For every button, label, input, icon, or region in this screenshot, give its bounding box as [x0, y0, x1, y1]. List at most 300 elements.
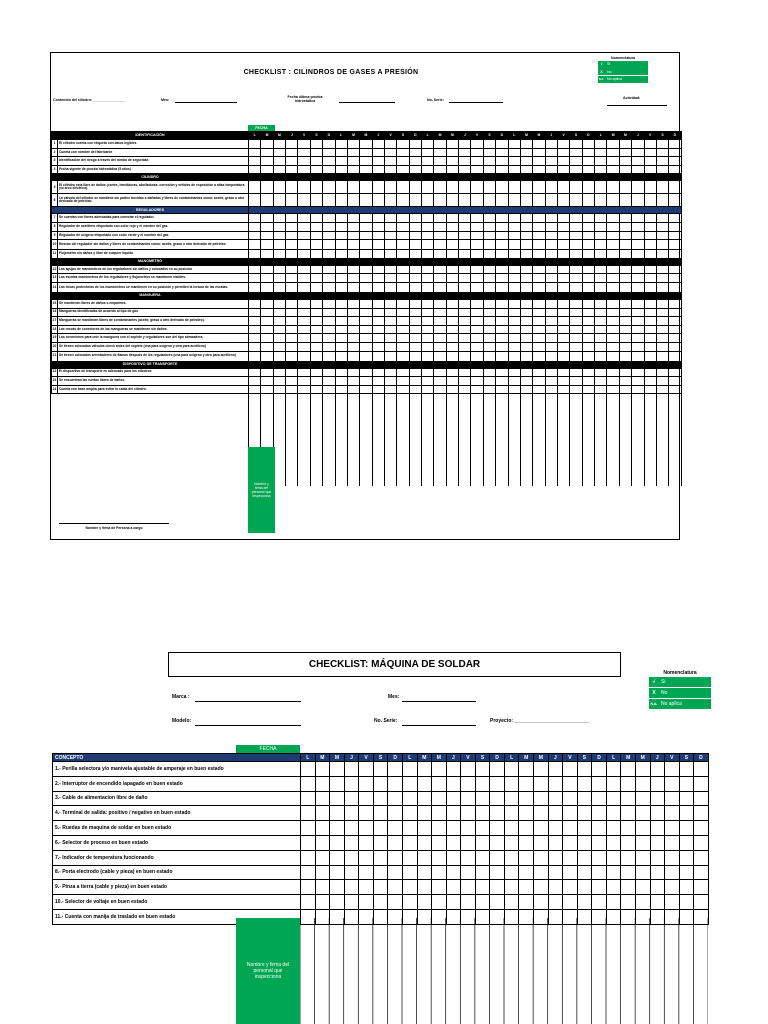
- check-cell[interactable]: [632, 165, 644, 174]
- check-cell[interactable]: [520, 282, 532, 292]
- check-cell[interactable]: [694, 865, 709, 880]
- check-cell[interactable]: [632, 274, 644, 283]
- check-cell[interactable]: [607, 165, 619, 174]
- check-cell[interactable]: [669, 157, 681, 166]
- check-cell[interactable]: [534, 791, 549, 806]
- check-cell[interactable]: [335, 157, 347, 166]
- check-cell[interactable]: [533, 317, 545, 326]
- check-cell[interactable]: [656, 265, 668, 274]
- check-cell[interactable]: [323, 368, 335, 377]
- check-cell[interactable]: [595, 194, 607, 207]
- check-cell[interactable]: [632, 222, 644, 231]
- check-cell[interactable]: [582, 385, 594, 394]
- check-cell[interactable]: [286, 299, 298, 308]
- check-cell[interactable]: [446, 148, 458, 157]
- check-cell[interactable]: [582, 181, 594, 194]
- check-cell[interactable]: [388, 850, 403, 865]
- check-cell[interactable]: [679, 895, 694, 910]
- check-cell[interactable]: [446, 762, 461, 777]
- check-cell[interactable]: [432, 821, 447, 836]
- check-cell[interactable]: [656, 334, 668, 343]
- check-cell[interactable]: [475, 850, 490, 865]
- check-cell[interactable]: [347, 214, 359, 223]
- check-cell[interactable]: [388, 776, 403, 791]
- signature-day-cell[interactable]: [533, 394, 545, 487]
- check-cell[interactable]: [315, 880, 330, 895]
- check-cell[interactable]: [534, 895, 549, 910]
- check-cell[interactable]: [557, 222, 569, 231]
- check-cell[interactable]: [656, 368, 668, 377]
- check-cell[interactable]: [533, 140, 545, 149]
- check-cell[interactable]: [557, 250, 569, 259]
- check-cell[interactable]: [679, 791, 694, 806]
- check-cell[interactable]: [607, 308, 619, 317]
- check-cell[interactable]: [607, 240, 619, 250]
- check-cell[interactable]: [632, 181, 644, 194]
- check-cell[interactable]: [372, 325, 384, 334]
- check-cell[interactable]: [335, 140, 347, 149]
- marca-field[interactable]: [195, 701, 301, 702]
- check-cell[interactable]: [607, 148, 619, 157]
- check-cell[interactable]: [459, 194, 471, 207]
- check-cell[interactable]: [534, 865, 549, 880]
- check-cell[interactable]: [446, 317, 458, 326]
- check-cell[interactable]: [582, 342, 594, 351]
- check-cell[interactable]: [446, 385, 458, 394]
- check-cell[interactable]: [323, 250, 335, 259]
- check-cell[interactable]: [621, 776, 636, 791]
- check-cell[interactable]: [606, 791, 621, 806]
- check-cell[interactable]: [545, 282, 557, 292]
- check-cell[interactable]: [261, 308, 273, 317]
- check-cell[interactable]: [595, 385, 607, 394]
- check-cell[interactable]: [347, 299, 359, 308]
- check-cell[interactable]: [323, 325, 335, 334]
- signature-day-cell[interactable]: [570, 394, 582, 487]
- check-cell[interactable]: [434, 308, 446, 317]
- check-cell[interactable]: [669, 194, 681, 207]
- check-cell[interactable]: [298, 148, 310, 157]
- check-cell[interactable]: [483, 351, 495, 361]
- check-cell[interactable]: [446, 214, 458, 223]
- check-cell[interactable]: [577, 835, 592, 850]
- check-cell[interactable]: [669, 214, 681, 223]
- check-cell[interactable]: [621, 806, 636, 821]
- check-cell[interactable]: [504, 835, 519, 850]
- check-cell[interactable]: [582, 334, 594, 343]
- check-cell[interactable]: [335, 231, 347, 240]
- check-cell[interactable]: [545, 250, 557, 259]
- check-cell[interactable]: [607, 351, 619, 361]
- check-cell[interactable]: [372, 274, 384, 283]
- check-cell[interactable]: [665, 821, 680, 836]
- check-cell[interactable]: [417, 880, 432, 895]
- check-cell[interactable]: [563, 835, 578, 850]
- check-cell[interactable]: [570, 334, 582, 343]
- check-cell[interactable]: [557, 148, 569, 157]
- check-cell[interactable]: [619, 342, 631, 351]
- check-cell[interactable]: [273, 299, 285, 308]
- check-cell[interactable]: [432, 806, 447, 821]
- check-cell[interactable]: [402, 821, 417, 836]
- check-cell[interactable]: [519, 806, 534, 821]
- check-cell[interactable]: [298, 140, 310, 149]
- check-cell[interactable]: [434, 250, 446, 259]
- check-cell[interactable]: [669, 282, 681, 292]
- check-cell[interactable]: [595, 299, 607, 308]
- check-cell[interactable]: [607, 250, 619, 259]
- check-cell[interactable]: [632, 308, 644, 317]
- check-cell[interactable]: [384, 308, 396, 317]
- check-cell[interactable]: [446, 806, 461, 821]
- check-cell[interactable]: [273, 282, 285, 292]
- check-cell[interactable]: [490, 791, 505, 806]
- check-cell[interactable]: [315, 791, 330, 806]
- signature-day-cell[interactable]: [459, 394, 471, 487]
- check-cell[interactable]: [577, 776, 592, 791]
- check-cell[interactable]: [471, 282, 483, 292]
- check-cell[interactable]: [669, 148, 681, 157]
- check-cell[interactable]: [417, 895, 432, 910]
- check-cell[interactable]: [286, 181, 298, 194]
- check-cell[interactable]: [644, 265, 656, 274]
- check-cell[interactable]: [669, 231, 681, 240]
- check-cell[interactable]: [471, 377, 483, 386]
- check-cell[interactable]: [607, 157, 619, 166]
- check-cell[interactable]: [347, 240, 359, 250]
- check-cell[interactable]: [508, 385, 520, 394]
- check-cell[interactable]: [359, 865, 374, 880]
- check-cell[interactable]: [570, 181, 582, 194]
- check-cell[interactable]: [409, 194, 421, 207]
- check-cell[interactable]: [432, 865, 447, 880]
- check-cell[interactable]: [384, 317, 396, 326]
- check-cell[interactable]: [422, 140, 434, 149]
- check-cell[interactable]: [582, 240, 594, 250]
- check-cell[interactable]: [504, 880, 519, 895]
- check-cell[interactable]: [249, 165, 261, 174]
- check-cell[interactable]: [301, 776, 316, 791]
- check-cell[interactable]: [273, 368, 285, 377]
- check-cell[interactable]: [577, 895, 592, 910]
- check-cell[interactable]: [483, 317, 495, 326]
- check-cell[interactable]: [335, 265, 347, 274]
- check-cell[interactable]: [344, 791, 359, 806]
- check-cell[interactable]: [619, 148, 631, 157]
- check-cell[interactable]: [422, 231, 434, 240]
- check-cell[interactable]: [360, 325, 372, 334]
- check-cell[interactable]: [496, 148, 508, 157]
- check-cell[interactable]: [650, 835, 665, 850]
- check-cell[interactable]: [298, 308, 310, 317]
- check-cell[interactable]: [422, 274, 434, 283]
- check-cell[interactable]: [656, 214, 668, 223]
- check-cell[interactable]: [323, 282, 335, 292]
- check-cell[interactable]: [298, 342, 310, 351]
- check-cell[interactable]: [592, 762, 607, 777]
- check-cell[interactable]: [582, 317, 594, 326]
- check-cell[interactable]: [434, 385, 446, 394]
- check-cell[interactable]: [417, 762, 432, 777]
- check-cell[interactable]: [669, 325, 681, 334]
- check-cell[interactable]: [384, 148, 396, 157]
- check-cell[interactable]: [656, 317, 668, 326]
- check-cell[interactable]: [504, 821, 519, 836]
- check-cell[interactable]: [330, 865, 345, 880]
- check-cell[interactable]: [384, 299, 396, 308]
- check-cell[interactable]: [372, 377, 384, 386]
- check-cell[interactable]: [335, 214, 347, 223]
- check-cell[interactable]: [669, 265, 681, 274]
- check-cell[interactable]: [644, 282, 656, 292]
- check-cell[interactable]: [570, 140, 582, 149]
- check-cell[interactable]: [422, 194, 434, 207]
- check-cell[interactable]: [310, 194, 322, 207]
- check-cell[interactable]: [459, 299, 471, 308]
- check-cell[interactable]: [533, 214, 545, 223]
- check-cell[interactable]: [496, 308, 508, 317]
- check-cell[interactable]: [533, 194, 545, 207]
- check-cell[interactable]: [261, 181, 273, 194]
- check-cell[interactable]: [249, 265, 261, 274]
- check-cell[interactable]: [446, 308, 458, 317]
- check-cell[interactable]: [397, 165, 409, 174]
- actividad-field[interactable]: [607, 105, 667, 106]
- check-cell[interactable]: [545, 317, 557, 326]
- check-cell[interactable]: [545, 157, 557, 166]
- check-cell[interactable]: [397, 222, 409, 231]
- check-cell[interactable]: [592, 895, 607, 910]
- check-cell[interactable]: [409, 265, 421, 274]
- check-cell[interactable]: [665, 762, 680, 777]
- check-cell[interactable]: [650, 865, 665, 880]
- check-cell[interactable]: [261, 334, 273, 343]
- check-cell[interactable]: [595, 250, 607, 259]
- check-cell[interactable]: [434, 325, 446, 334]
- check-cell[interactable]: [315, 762, 330, 777]
- check-cell[interactable]: [347, 308, 359, 317]
- check-cell[interactable]: [373, 835, 388, 850]
- check-cell[interactable]: [384, 140, 396, 149]
- check-cell[interactable]: [582, 282, 594, 292]
- check-cell[interactable]: [323, 231, 335, 240]
- check-cell[interactable]: [344, 821, 359, 836]
- check-cell[interactable]: [372, 342, 384, 351]
- check-cell[interactable]: [490, 776, 505, 791]
- check-cell[interactable]: [432, 835, 447, 850]
- check-cell[interactable]: [310, 265, 322, 274]
- check-cell[interactable]: [582, 351, 594, 361]
- check-cell[interactable]: [330, 806, 345, 821]
- check-cell[interactable]: [679, 821, 694, 836]
- check-cell[interactable]: [261, 282, 273, 292]
- check-cell[interactable]: [372, 148, 384, 157]
- check-cell[interactable]: [534, 762, 549, 777]
- check-cell[interactable]: [286, 165, 298, 174]
- check-cell[interactable]: [434, 140, 446, 149]
- signature-day-cell[interactable]: [607, 394, 619, 487]
- check-cell[interactable]: [644, 222, 656, 231]
- check-cell[interactable]: [669, 317, 681, 326]
- check-cell[interactable]: [422, 148, 434, 157]
- check-cell[interactable]: [335, 342, 347, 351]
- inspector-signature-box[interactable]: Nombre y firma del personal que inspecciona: [236, 918, 300, 1024]
- modelo-field[interactable]: [195, 725, 301, 726]
- check-cell[interactable]: [545, 308, 557, 317]
- check-cell[interactable]: [483, 377, 495, 386]
- check-cell[interactable]: [310, 282, 322, 292]
- check-cell[interactable]: [570, 148, 582, 157]
- check-cell[interactable]: [360, 214, 372, 223]
- check-cell[interactable]: [422, 265, 434, 274]
- check-cell[interactable]: [508, 157, 520, 166]
- check-cell[interactable]: [409, 250, 421, 259]
- check-cell[interactable]: [570, 299, 582, 308]
- check-cell[interactable]: [330, 821, 345, 836]
- check-cell[interactable]: [261, 140, 273, 149]
- fecha-prueba-field[interactable]: [339, 102, 395, 103]
- check-cell[interactable]: [475, 806, 490, 821]
- check-cell[interactable]: [656, 282, 668, 292]
- check-cell[interactable]: [557, 157, 569, 166]
- check-cell[interactable]: [483, 334, 495, 343]
- check-cell[interactable]: [434, 240, 446, 250]
- check-cell[interactable]: [446, 274, 458, 283]
- check-cell[interactable]: [635, 880, 650, 895]
- check-cell[interactable]: [446, 194, 458, 207]
- check-cell[interactable]: [508, 317, 520, 326]
- check-cell[interactable]: [310, 334, 322, 343]
- check-cell[interactable]: [461, 791, 476, 806]
- check-cell[interactable]: [533, 299, 545, 308]
- check-cell[interactable]: [446, 835, 461, 850]
- check-cell[interactable]: [557, 240, 569, 250]
- check-cell[interactable]: [669, 342, 681, 351]
- check-cell[interactable]: [360, 265, 372, 274]
- check-cell[interactable]: [632, 148, 644, 157]
- check-cell[interactable]: [461, 895, 476, 910]
- check-cell[interactable]: [249, 140, 261, 149]
- check-cell[interactable]: [592, 806, 607, 821]
- check-cell[interactable]: [409, 282, 421, 292]
- check-cell[interactable]: [592, 776, 607, 791]
- check-cell[interactable]: [508, 282, 520, 292]
- check-cell[interactable]: [344, 880, 359, 895]
- check-cell[interactable]: [471, 368, 483, 377]
- check-cell[interactable]: [644, 325, 656, 334]
- check-cell[interactable]: [595, 222, 607, 231]
- check-cell[interactable]: [595, 377, 607, 386]
- check-cell[interactable]: [434, 222, 446, 231]
- check-cell[interactable]: [384, 231, 396, 240]
- check-cell[interactable]: [286, 222, 298, 231]
- check-cell[interactable]: [548, 835, 563, 850]
- check-cell[interactable]: [475, 880, 490, 895]
- check-cell[interactable]: [434, 181, 446, 194]
- check-cell[interactable]: [548, 762, 563, 777]
- check-cell[interactable]: [432, 895, 447, 910]
- check-cell[interactable]: [621, 791, 636, 806]
- check-cell[interactable]: [519, 791, 534, 806]
- check-cell[interactable]: [545, 148, 557, 157]
- check-cell[interactable]: [434, 342, 446, 351]
- check-cell[interactable]: [323, 317, 335, 326]
- check-cell[interactable]: [344, 850, 359, 865]
- signature-day-cell[interactable]: [508, 394, 520, 487]
- check-cell[interactable]: [432, 880, 447, 895]
- check-cell[interactable]: [347, 282, 359, 292]
- check-cell[interactable]: [434, 157, 446, 166]
- check-cell[interactable]: [261, 157, 273, 166]
- check-cell[interactable]: [359, 762, 374, 777]
- check-cell[interactable]: [372, 157, 384, 166]
- signature-day-cell[interactable]: [434, 394, 446, 487]
- check-cell[interactable]: [286, 265, 298, 274]
- check-cell[interactable]: [384, 282, 396, 292]
- check-cell[interactable]: [533, 274, 545, 283]
- check-cell[interactable]: [459, 325, 471, 334]
- check-cell[interactable]: [656, 385, 668, 394]
- check-cell[interactable]: [644, 148, 656, 157]
- check-cell[interactable]: [635, 895, 650, 910]
- check-cell[interactable]: [644, 274, 656, 283]
- check-cell[interactable]: [422, 240, 434, 250]
- check-cell[interactable]: [557, 317, 569, 326]
- check-cell[interactable]: [694, 821, 709, 836]
- check-cell[interactable]: [373, 880, 388, 895]
- check-cell[interactable]: [650, 895, 665, 910]
- check-cell[interactable]: [310, 325, 322, 334]
- check-cell[interactable]: [665, 895, 680, 910]
- check-cell[interactable]: [335, 377, 347, 386]
- check-cell[interactable]: [359, 806, 374, 821]
- check-cell[interactable]: [496, 377, 508, 386]
- check-cell[interactable]: [557, 274, 569, 283]
- check-cell[interactable]: [432, 776, 447, 791]
- check-cell[interactable]: [592, 865, 607, 880]
- check-cell[interactable]: [545, 194, 557, 207]
- check-cell[interactable]: [402, 850, 417, 865]
- check-cell[interactable]: [679, 850, 694, 865]
- check-cell[interactable]: [434, 231, 446, 240]
- check-cell[interactable]: [520, 377, 532, 386]
- check-cell[interactable]: [409, 240, 421, 250]
- check-cell[interactable]: [548, 850, 563, 865]
- check-cell[interactable]: [397, 274, 409, 283]
- check-cell[interactable]: [323, 274, 335, 283]
- check-cell[interactable]: [520, 148, 532, 157]
- check-cell[interactable]: [582, 368, 594, 377]
- check-cell[interactable]: [582, 165, 594, 174]
- check-cell[interactable]: [619, 157, 631, 166]
- check-cell[interactable]: [577, 821, 592, 836]
- check-cell[interactable]: [373, 776, 388, 791]
- check-cell[interactable]: [434, 214, 446, 223]
- check-cell[interactable]: [592, 791, 607, 806]
- check-cell[interactable]: [434, 299, 446, 308]
- check-cell[interactable]: [384, 157, 396, 166]
- check-cell[interactable]: [409, 385, 421, 394]
- check-cell[interactable]: [459, 140, 471, 149]
- check-cell[interactable]: [665, 880, 680, 895]
- check-cell[interactable]: [397, 157, 409, 166]
- check-cell[interactable]: [607, 368, 619, 377]
- check-cell[interactable]: [249, 299, 261, 308]
- check-cell[interactable]: [286, 342, 298, 351]
- check-cell[interactable]: [459, 222, 471, 231]
- check-cell[interactable]: [310, 148, 322, 157]
- check-cell[interactable]: [310, 157, 322, 166]
